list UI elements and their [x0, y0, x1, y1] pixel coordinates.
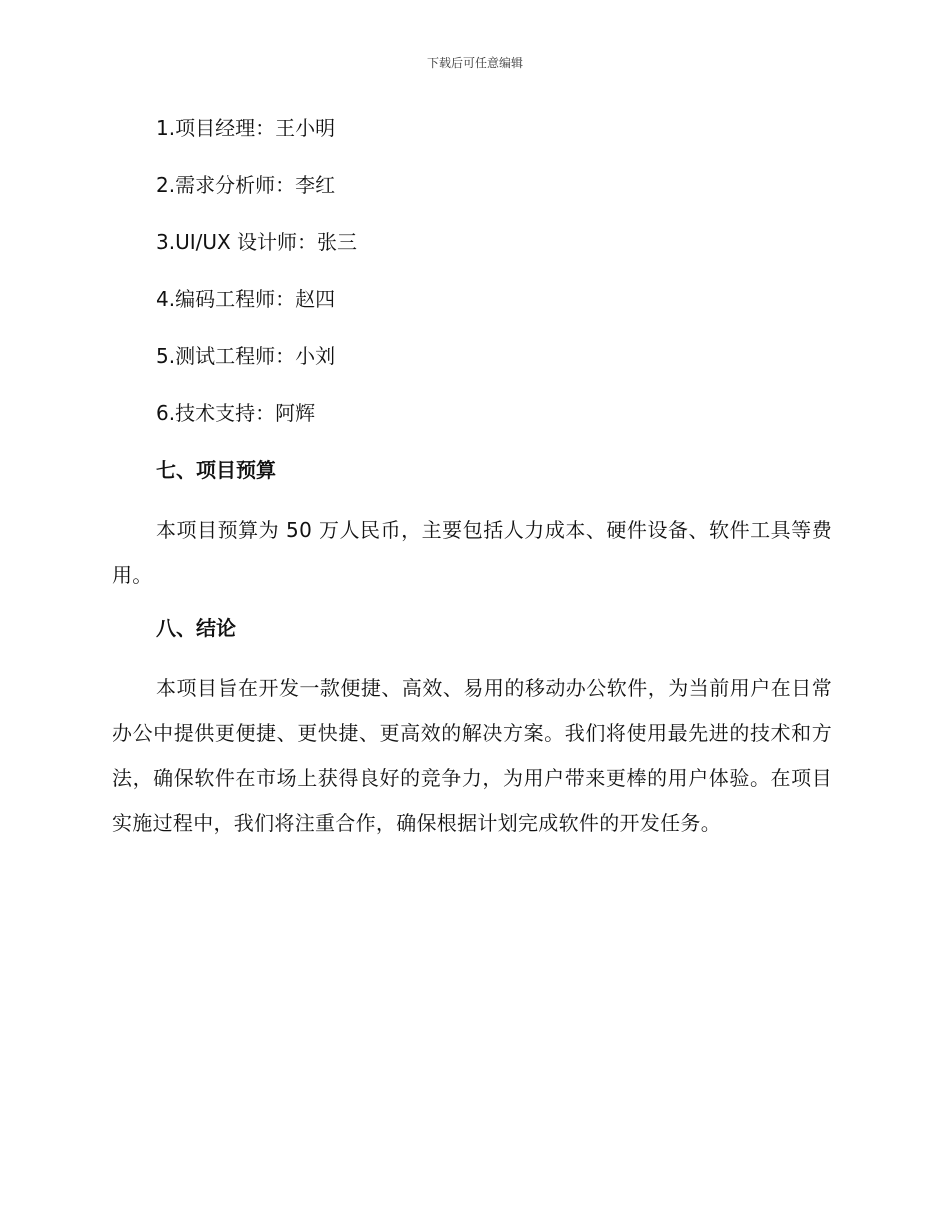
document-content — [112, 110, 832, 858]
list-item: 6.技术支持：阿辉 — [156, 401, 316, 425]
list-item: 3.UI/UX 设计师：张三 — [156, 230, 358, 254]
list-item: 5.测试工程师：小刘 — [156, 344, 336, 368]
header-note: 下载后可任意编辑 — [426, 56, 523, 70]
list-item: 1.项目经理：王小明 — [156, 116, 336, 140]
conclusion-paragraph: 本项目旨在开发一款便捷、高效、易用的移动办公软件，为当前用户在日常办公中提供更便捷、更快捷、更高效的解决方案。我们将使用最先进的技术和方法，确保软件在市场上获得良好的竞争力，为用户带来更棒的用户体验。在项目实施过程中，我们将注重合作，确保根据计划完成软件的开发任务。 — [112, 676, 832, 835]
budget-heading: 七、项目预算 — [156, 458, 276, 482]
budget-paragraph: 本项目预算为 50 万人民币，主要包括人力成本、硬件设备、软件工具等费用。 — [112, 518, 832, 587]
list-item: 2.需求分析师：李红 — [156, 173, 336, 197]
conclusion-heading: 八、结论 — [156, 616, 236, 640]
list-item: 4.编码工程师：赵四 — [156, 287, 336, 311]
